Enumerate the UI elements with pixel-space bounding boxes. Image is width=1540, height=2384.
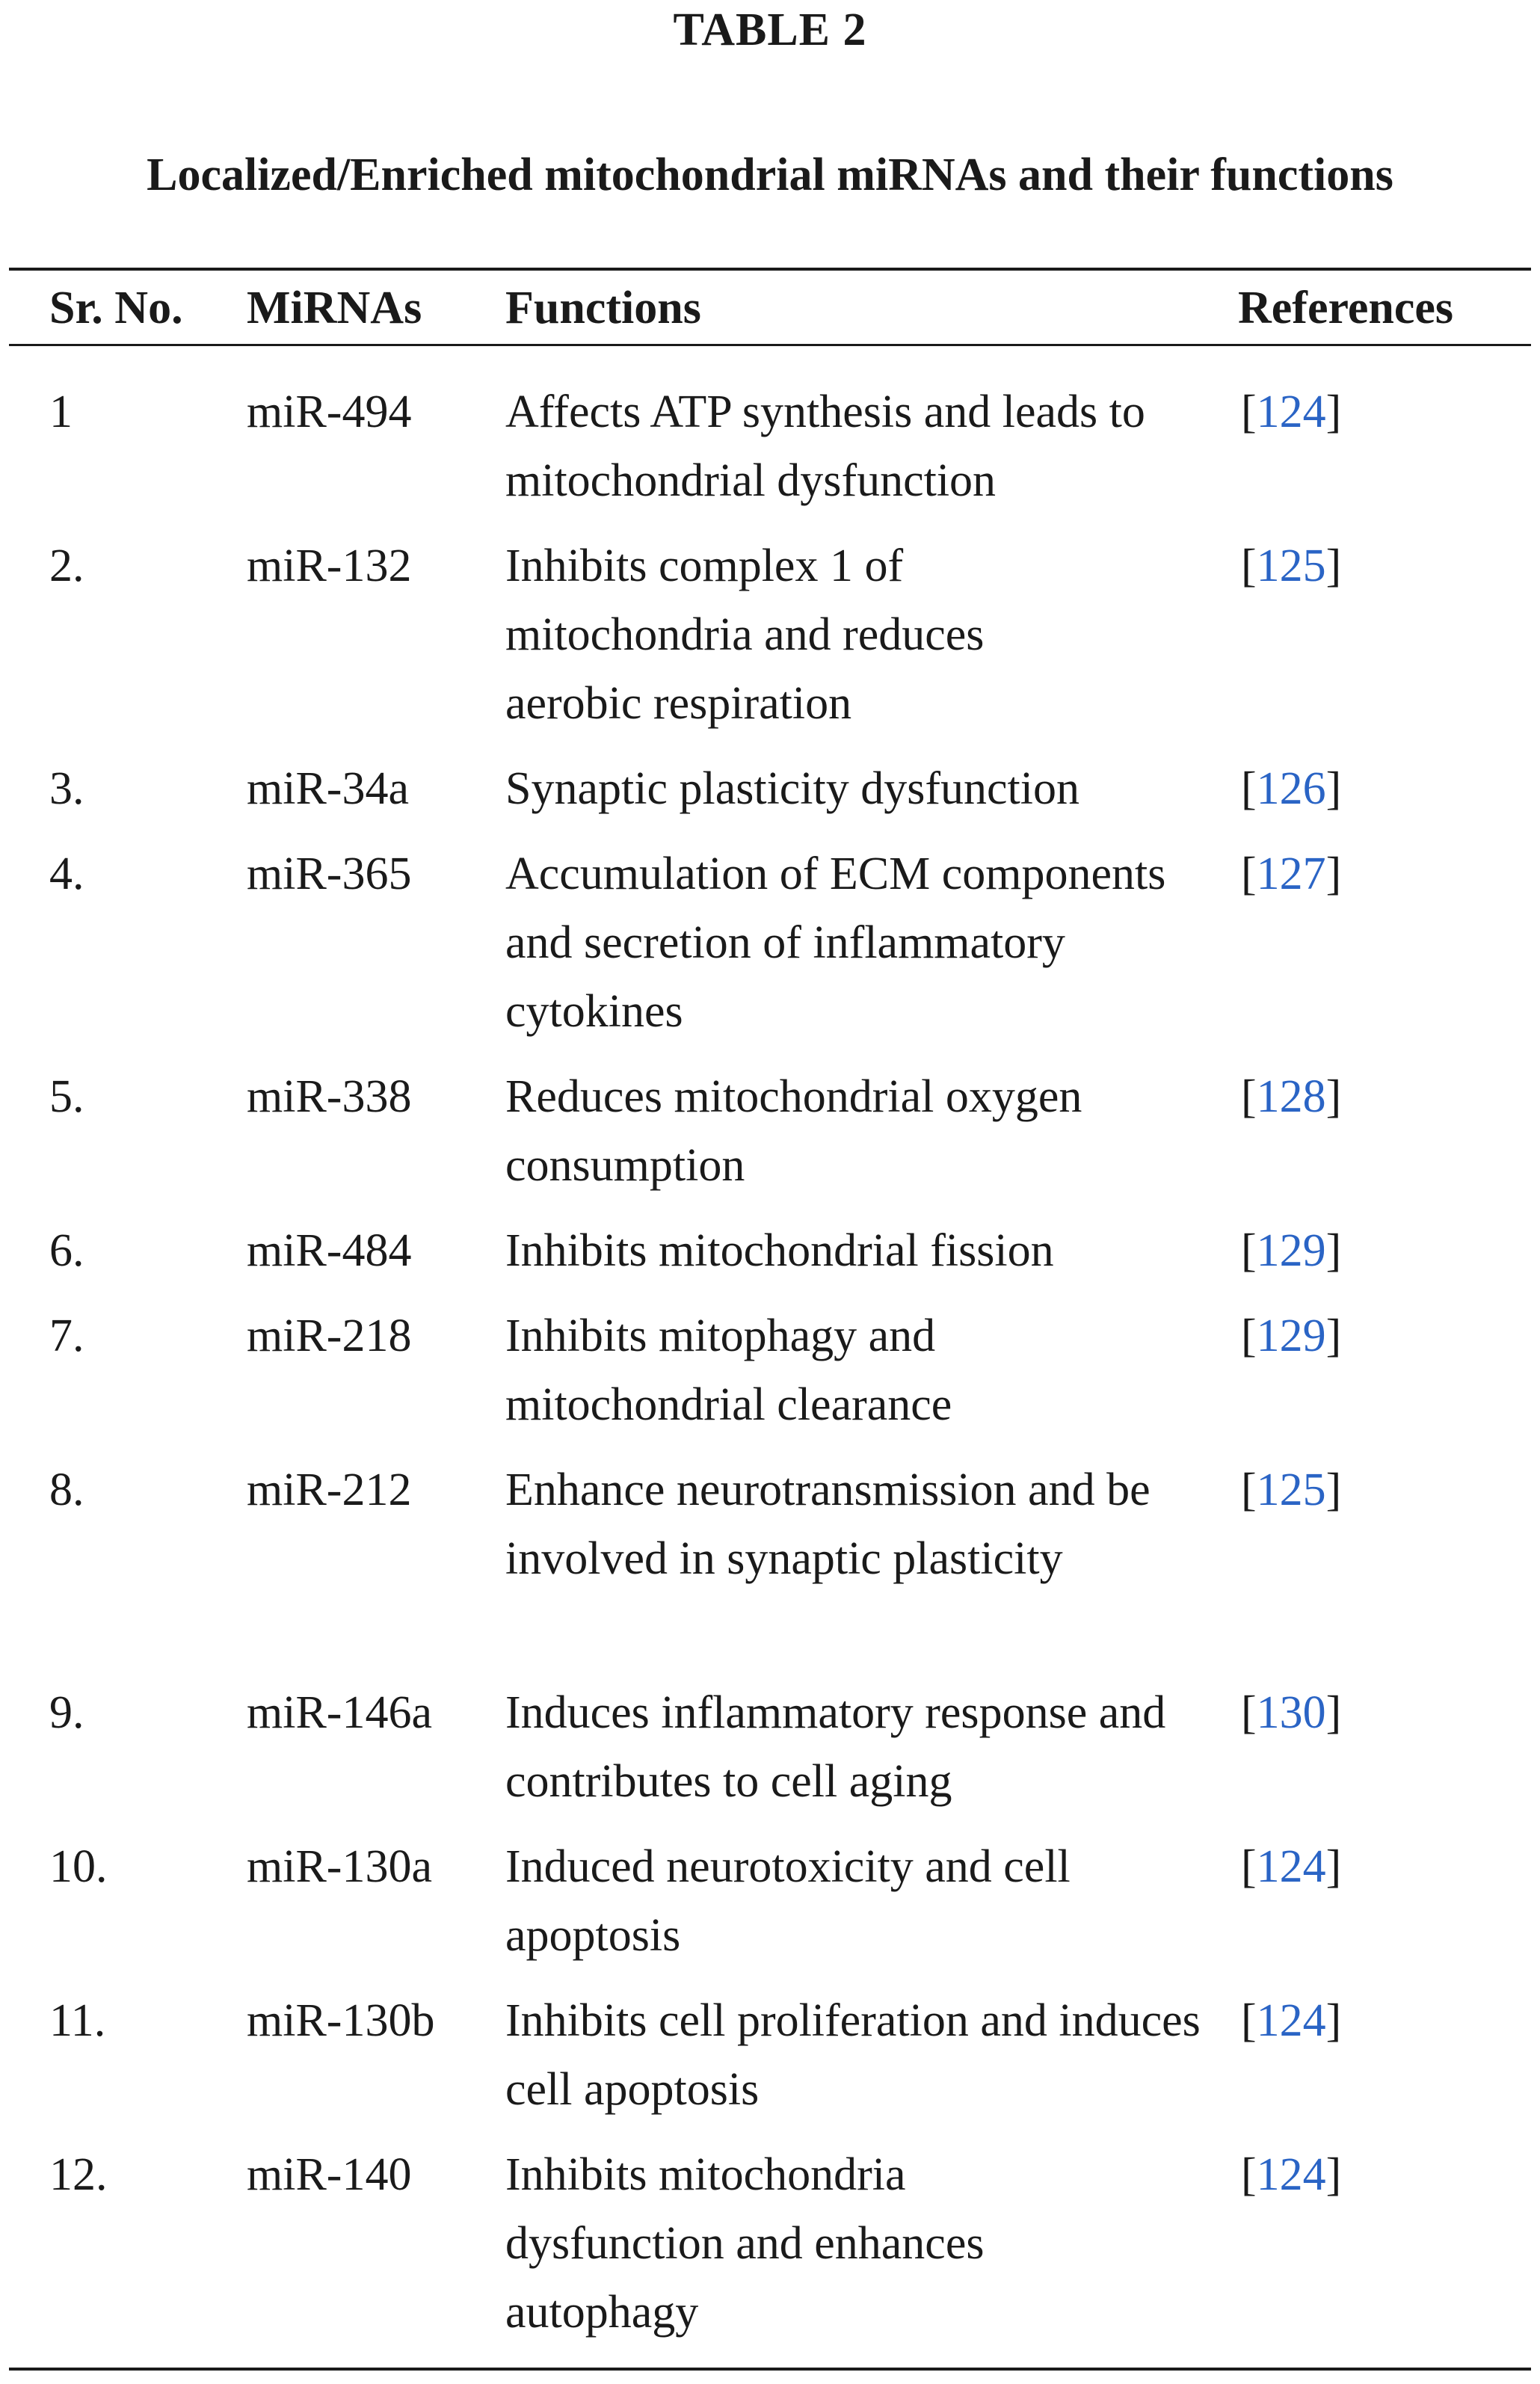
reference-link[interactable]: 124: [1256, 1995, 1326, 2046]
row-function: Enhance neurotransmission and be involved in synaptic plasticity: [505, 1464, 1151, 1584]
row-number: 7.: [49, 1310, 84, 1361]
row-reference[interactable]: [129]: [1241, 1225, 1342, 1276]
row-number: 8.: [49, 1464, 84, 1515]
row-number: 5.: [49, 1071, 84, 1122]
table-row: [0, 532, 1540, 754]
row-reference[interactable]: [130]: [1241, 1687, 1342, 1738]
reference-link[interactable]: 124: [1256, 386, 1326, 437]
row-function: Inhibits mitophagy and mitochondrial clearance: [505, 1310, 952, 1430]
row-function: Inhibits mitochondria dysfunction and enhances autophagy: [505, 2149, 985, 2338]
header-references: References: [1238, 283, 1454, 333]
row-number: 1: [49, 386, 73, 437]
reference-link[interactable]: 125: [1256, 1464, 1326, 1515]
row-reference[interactable]: [128]: [1241, 1071, 1342, 1122]
reference-link[interactable]: 129: [1256, 1310, 1326, 1361]
row-number: 4.: [49, 848, 84, 899]
table-row: [0, 840, 1540, 1062]
row-reference[interactable]: [124]: [1241, 386, 1342, 437]
row-function: Affects ATP synthesis and leads to mitochondrial dysfunction: [505, 386, 1145, 506]
row-mirna: miR-338: [247, 1071, 412, 1122]
table-row: [0, 1216, 1540, 1302]
table-row: [0, 1302, 1540, 1456]
row-mirna: miR-218: [247, 1310, 412, 1361]
table-row: [0, 1062, 1540, 1216]
row-number: 3.: [49, 763, 84, 814]
row-mirna: miR-484: [247, 1225, 412, 1276]
row-reference[interactable]: [124]: [1241, 1841, 1342, 1892]
row-number: 9.: [49, 1687, 84, 1738]
reference-link[interactable]: 129: [1256, 1225, 1326, 1276]
table-title: Localized/Enriched mitochondrial miRNAs and their functions: [147, 150, 1393, 200]
row-function: Inhibits cell proliferation and induces cell apoptosis: [505, 1995, 1201, 2115]
table-header-row: [0, 277, 1540, 339]
header-mirnas: MiRNAs: [247, 283, 422, 333]
row-reference[interactable]: [125]: [1241, 540, 1342, 591]
row-mirna: miR-494: [247, 386, 412, 437]
row-mirna: miR-34a: [247, 763, 409, 814]
row-mirna: miR-212: [247, 1464, 412, 1515]
table-row: [0, 754, 1540, 840]
row-function: Induces inflammatory response and contributes to cell aging: [505, 1687, 1166, 1807]
table-row: [0, 378, 1540, 532]
row-function: Reduces mitochondrial oxygen consumption: [505, 1071, 1082, 1191]
row-number: 12.: [49, 2149, 108, 2200]
row-mirna: miR-132: [247, 540, 412, 591]
table-row: [0, 1986, 1540, 2140]
row-function: Inhibits complex 1 of mitochondria and reduces aerobic respiration: [505, 540, 985, 729]
row-number: 11.: [49, 1995, 106, 2046]
row-number: 10.: [49, 1841, 108, 1892]
row-function: Induced neurotoxicity and cell apoptosis: [505, 1841, 1071, 1961]
reference-link[interactable]: 126: [1256, 763, 1326, 814]
row-mirna: miR-140: [247, 2149, 412, 2200]
reference-link[interactable]: 124: [1256, 1841, 1326, 1892]
reference-link[interactable]: 125: [1256, 540, 1326, 591]
reference-link[interactable]: 128: [1256, 1071, 1326, 1122]
row-function: Inhibits mitochondrial fission: [505, 1225, 1054, 1276]
header-functions: Functions: [505, 283, 701, 333]
reference-link[interactable]: 124: [1256, 2149, 1326, 2200]
row-function: Synaptic plasticity dysfunction: [505, 763, 1080, 814]
table-header-rule: [9, 344, 1531, 346]
table-row: [0, 1678, 1540, 1832]
row-reference[interactable]: [129]: [1241, 1310, 1342, 1361]
row-number: 2.: [49, 540, 84, 591]
table-label: TABLE 2: [673, 4, 867, 55]
table-row: [0, 1832, 1540, 1986]
table-row: [0, 1456, 1540, 1678]
row-mirna: miR-146a: [247, 1687, 432, 1738]
row-mirna: miR-130b: [247, 1995, 435, 2046]
row-number: 6.: [49, 1225, 84, 1276]
row-reference[interactable]: [125]: [1241, 1464, 1342, 1515]
row-reference[interactable]: [126]: [1241, 763, 1342, 814]
row-mirna: miR-130a: [247, 1841, 432, 1892]
reference-link[interactable]: 127: [1256, 848, 1326, 899]
table-row: [0, 2140, 1540, 2363]
table-top-rule: [9, 268, 1531, 271]
table-bottom-rule: [9, 2368, 1531, 2371]
header-sr-no: Sr. No.: [49, 283, 183, 333]
row-reference[interactable]: [124]: [1241, 2149, 1342, 2200]
table-body: [0, 378, 1540, 2363]
row-function: Accumulation of ECM components and secretion of inflammatory cytokines: [505, 848, 1166, 1037]
row-reference[interactable]: [127]: [1241, 848, 1342, 899]
row-mirna: miR-365: [247, 848, 412, 899]
row-reference[interactable]: [124]: [1241, 1995, 1342, 2046]
reference-link[interactable]: 130: [1256, 1687, 1326, 1738]
